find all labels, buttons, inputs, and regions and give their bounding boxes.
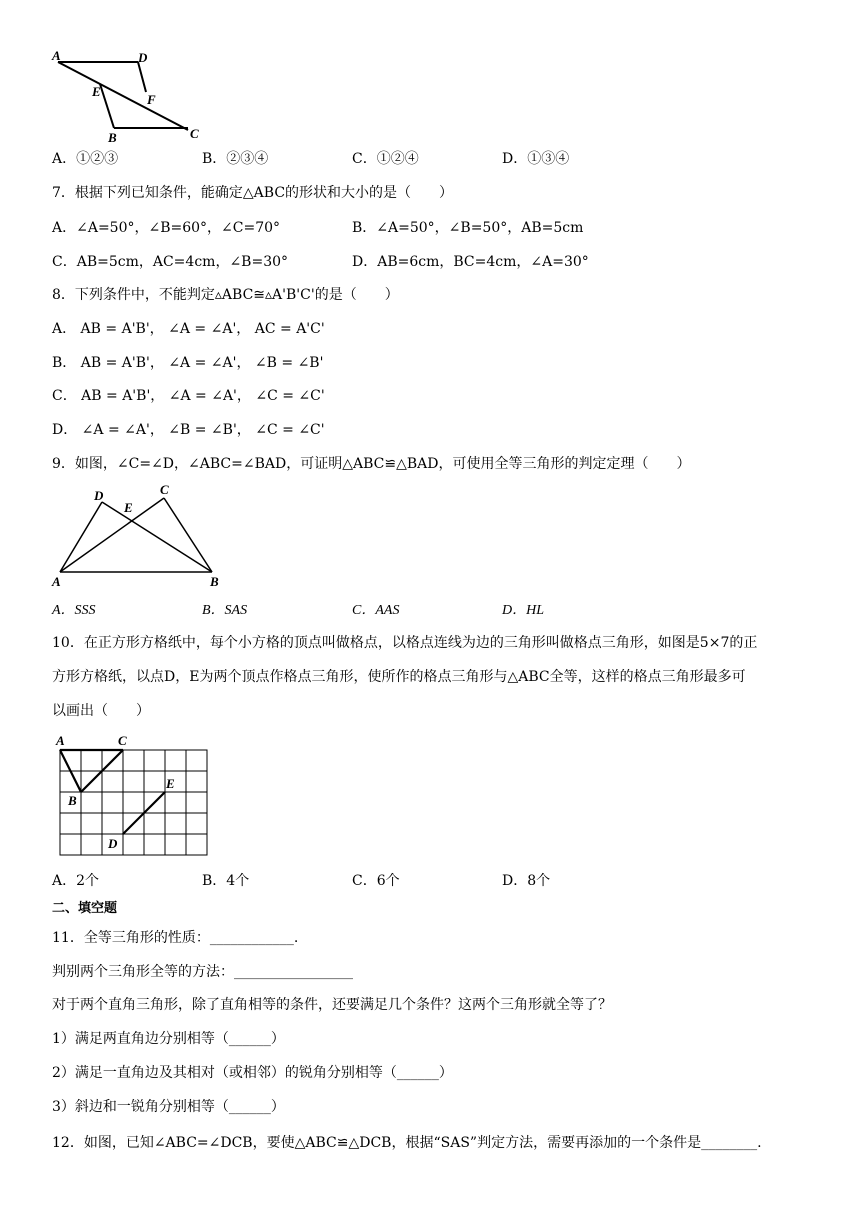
fig9-label-e: E (124, 500, 133, 515)
q10-line2: 方形方格纸，以点D，E为两个顶点作格点三角形，使所作的格点三角形与△ABC全等，这样的格点三角形最多可 (52, 669, 746, 685)
q7-stem: 7．根据下列已知条件，能确定△ABC的形状和大小的是（ ） (52, 185, 454, 201)
fig9-label-b: B (210, 574, 219, 589)
q8-stem: 8．下列条件中，不能判定▵ABC≅▵A'B'C'的是（ ） (52, 287, 399, 303)
q11-line1: 11．全等三角形的性质：____________. (52, 930, 299, 946)
fig10-label-a: A (56, 733, 65, 748)
figure-q6-parallelogram-diagram (48, 48, 208, 148)
q6-option-b: B．②③④ (202, 151, 269, 167)
figure-q10-grid-diagram (52, 730, 222, 860)
q11-item2: 2）满足一直角边及其相对（或相邻）的锐角分别相等（______） (52, 1065, 453, 1081)
q6-option-d: D．①③④ (502, 151, 570, 167)
q8-option-c: C． AB = A'B'， ∠A = ∠A'， ∠C = ∠C' (52, 388, 325, 404)
q10-option-c: C．6个 (352, 873, 400, 889)
q8-option-b: B． AB = A'B'， ∠A = ∠A'， ∠B = ∠B' (52, 355, 324, 371)
q10-option-d: D．8个 (502, 873, 551, 889)
fig6-label-f: F (147, 92, 156, 107)
fig6-label-d: D (138, 50, 148, 65)
q7-option-a: A．∠A=50°，∠B=60°，∠C=70° (52, 220, 281, 236)
fig9-label-c: C (160, 482, 169, 497)
q9-option-d: D．HL (502, 603, 545, 618)
q6-option-c: C．①②④ (352, 151, 419, 167)
q9-option-b: B．SAS (202, 603, 248, 618)
fig6-label-b: B (108, 130, 117, 145)
q7-option-c: C．AB=5cm，AC=4cm，∠B=30° (52, 254, 289, 270)
q7-option-b: B．∠A=50°，∠B=50°，AB=5cm (352, 220, 584, 236)
fig10-label-d: D (108, 836, 118, 851)
q10-line3: 以画出（ ） (52, 703, 150, 719)
q11-item1: 1）满足两直角边分别相等（______） (52, 1031, 285, 1047)
q12-stem: 12．如图，已知∠ABC=∠DCB，要使△ABC≌△DCB，根据“SAS”判定方法，需要再添加的一个条件是________. (52, 1135, 762, 1151)
fig6-label-a: A (52, 48, 61, 63)
fig10-label-b: B (68, 793, 77, 808)
section-title-fill-in-the-blank: 二、填空题 (52, 901, 118, 916)
q8-option-a: A． AB = A'B'， ∠A = ∠A'， AC = A'C' (52, 321, 325, 337)
fig9-label-a: A (52, 574, 61, 589)
q8-option-d: D． ∠A = ∠A'， ∠B = ∠B'， ∠C = ∠C' (52, 422, 325, 438)
q9-stem: 9．如图，∠C=∠D，∠ABC=∠BAD，可证明△ABC≌△BAD，可使用全等三角形的判定定理（ ） (52, 456, 691, 472)
q11-item3: 3）斜边和一锐角分别相等（______） (52, 1099, 285, 1115)
q10-option-b: B．4个 (202, 873, 250, 889)
fig6-label-e: E (92, 84, 101, 99)
q11-line2: 判别两个三角形全等的方法：_________________ (52, 964, 353, 980)
q7-option-d: D．AB=6cm，BC=4cm，∠A=30° (352, 254, 589, 270)
fig9-label-d: D (94, 488, 104, 503)
q10-option-a: A．2个 (52, 873, 100, 889)
q9-option-c: C．AAS (352, 603, 400, 618)
fig10-label-c: C (118, 733, 127, 748)
fig10-label-e: E (166, 776, 175, 791)
figure-q9-triangles-diagram (50, 482, 230, 592)
q10-line1: 10．在正方形方格纸中，每个小方格的顶点叫做格点，以格点连线为边的三角形叫做格点三角形，如图是5×7的正 (52, 635, 758, 651)
q11-line3: 对于两个直角三角形，除了直角相等的条件，还要满足几个条件？这两个三角形就全等了？ (52, 997, 612, 1013)
q6-option-a: A．①②③ (52, 151, 119, 167)
fig6-label-c: C (190, 126, 199, 141)
q9-option-a: A．SSS (52, 603, 96, 618)
